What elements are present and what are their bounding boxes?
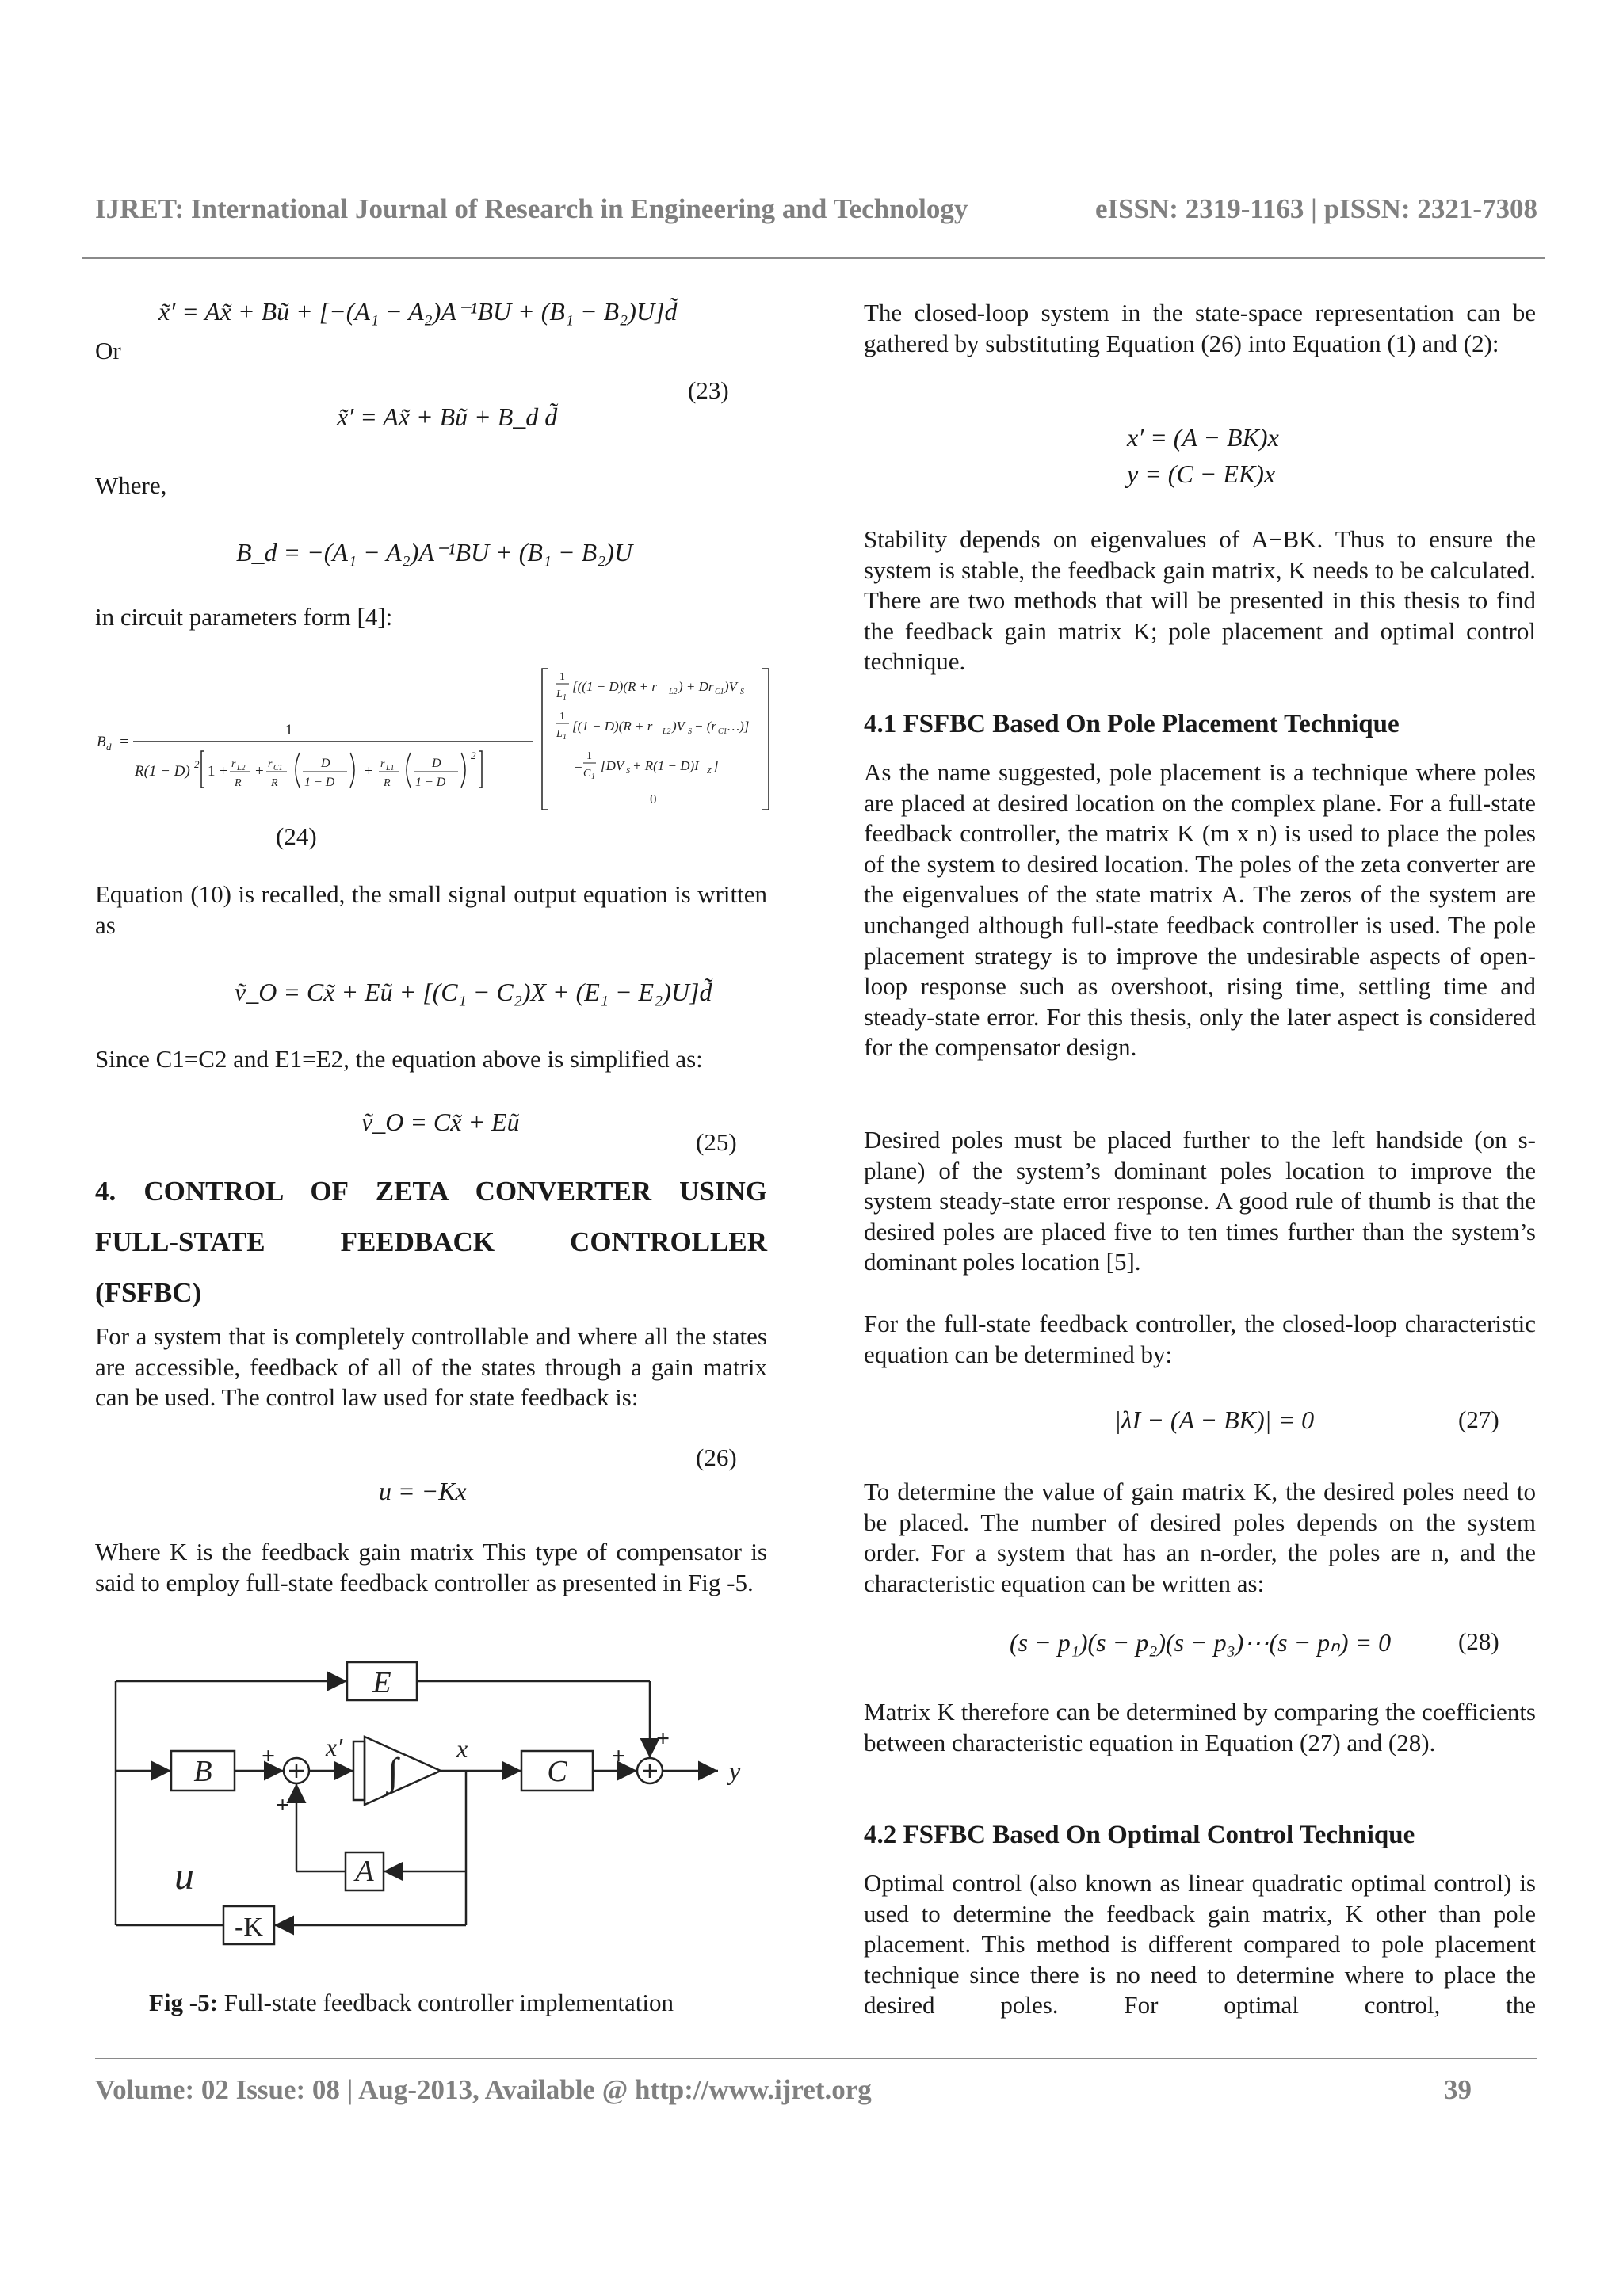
header-divider	[82, 257, 1545, 259]
footer-text: Volume: 02 Issue: 08 | Aug-2013, Available @ http://www.ijret.org	[95, 2074, 872, 2105]
characteristic-paragraph: For the full-state feedback controller, the closed-loop characteristic equation can be determined by:	[864, 1310, 1536, 1368]
svg-text:L2: L2	[669, 688, 678, 696]
svg-text:R: R	[384, 777, 391, 789]
svg-text:[(1 − D)(R + r: [(1 − D)(R + r	[572, 719, 653, 734]
svg-text:C1: C1	[718, 727, 727, 736]
controllable-paragraph: For a system that is completely controllable and where all the states are accessible, feedback of all of the states through a gain matrix can be used. The control law used for state feedback is:	[95, 1322, 767, 1412]
svg-text:…)]: …)]	[727, 719, 750, 734]
svg-text:+: +	[255, 763, 264, 780]
svg-text:Z: Z	[707, 767, 712, 776]
svg-text:+: +	[612, 1743, 626, 1769]
stability-paragraph: Stability depends on eigenvalues of A−BK. Thus to ensure the system is stable, the feedback gain matrix, K needs to be calculated. There are two methods that will be presented in this thesis to find the feedback gain matrix K; pole placement and optimal control technique.	[864, 525, 1536, 676]
equation-23: x̃′ = Ax̃ + Bũ + B_d d̃	[337, 402, 558, 431]
svg-text:]: ]	[713, 758, 719, 773]
equation-25: ṽ_O = Cx̃ + Eũ	[361, 1108, 520, 1136]
svg-text:C: C	[583, 768, 591, 780]
svg-text:S: S	[626, 767, 630, 776]
svg-text:+: +	[365, 763, 373, 780]
equation-number-24: (24)	[276, 822, 317, 850]
svg-text:L2: L2	[237, 764, 246, 772]
svg-text:−: −	[574, 760, 583, 775]
equation-27: |λI − (A − BK)| = 0	[1114, 1405, 1315, 1434]
gain-matrix-paragraph: Where K is the feedback gain matrix This type of compensator is said to employ full-state feedback controller as presented in Fig -5.	[95, 1538, 767, 1596]
or-label: Or	[95, 337, 121, 364]
svg-text:) + Dr: ) + Dr	[678, 679, 714, 694]
svg-text:L: L	[556, 728, 563, 740]
svg-text:[((1 − D)(R + r: [((1 − D)(R + r	[572, 679, 657, 694]
svg-text:r: r	[380, 758, 385, 770]
svg-text:S: S	[740, 688, 744, 696]
svg-text:+: +	[656, 1726, 670, 1752]
svg-text:r: r	[231, 758, 236, 770]
section-4-2-heading: 4.2 FSFBC Based On Optimal Control Technique	[864, 1821, 1415, 1849]
equation-number-23: (23)	[688, 376, 729, 404]
label-c: C	[547, 1755, 567, 1788]
svg-text:r: r	[268, 758, 273, 770]
section-4-1-heading: 4.1 FSFBC Based On Pole Placement Technique	[864, 710, 1400, 738]
svg-text:+ R(1 − D)I: + R(1 − D)I	[632, 758, 699, 773]
svg-text:L: L	[556, 688, 563, 700]
equation-number-26: (26)	[696, 1444, 737, 1471]
gain-k-paragraph: To determine the value of gain matrix K, the desired poles need to be placed. The number of desired poles depends on the system order. For a system that has an n-order, the poles are n, and the characteristic equation can be written as:	[864, 1478, 1536, 1597]
equation-24-matrix	[95, 659, 777, 818]
equation-output: ṽ_O = Cx̃ + Eũ + [(C₁ − C₂)X + (E₁ − E₂)U]d̃	[235, 978, 712, 1006]
label-b: B	[193, 1755, 212, 1788]
svg-text:D: D	[432, 757, 441, 770]
label-neg-k: -K	[235, 1913, 263, 1942]
equation-26: u = −Kx	[379, 1477, 467, 1505]
fsfbc-block-diagram	[108, 1648, 758, 1965]
svg-text:0: 0	[650, 791, 657, 807]
since-paragraph: Since C1=C2 and E1=E2, the equation above is simplified as:	[95, 1045, 703, 1073]
journal-title: IJRET: International Journal of Research in Engineering and Technology	[95, 193, 968, 224]
svg-text:L2: L2	[663, 727, 671, 736]
svg-text:1: 1	[559, 671, 565, 683]
label-x-prime: x′	[326, 1733, 343, 1761]
section-4-line-1: 4. CONTROL OF ZETA CONVERTER USING	[95, 1176, 767, 1207]
figure-caption-text: Full-state feedback controller implementation	[223, 1989, 674, 2016]
svg-text:1: 1	[563, 693, 567, 702]
svg-text:d: d	[106, 741, 112, 753]
label-y: y	[729, 1756, 741, 1785]
equation-closed-loop-y: y = (C − EK)x	[1127, 460, 1276, 488]
label-a: A	[355, 1855, 374, 1888]
svg-text:2: 2	[194, 758, 200, 770]
equation-state-derivative: x̃′ = Ax̃ + Bũ + [−(A₁ − A₂)A⁻¹BU + (B₁ − B₂)U]d̃	[158, 297, 678, 326]
svg-text:1 +: 1 +	[208, 763, 227, 780]
svg-text:[DV: [DV	[601, 758, 624, 773]
label-e: E	[372, 1666, 391, 1699]
issn: eISSN: 2319-1163 | pISSN: 2321-7308	[1094, 193, 1537, 224]
label-x: x	[456, 1734, 468, 1763]
svg-text:R: R	[235, 777, 242, 789]
svg-text:D: D	[321, 757, 330, 770]
integrator-block	[365, 1737, 441, 1805]
svg-text:)V: )V	[672, 719, 685, 734]
equation-number-28: (28)	[1458, 1627, 1499, 1655]
recall-paragraph: Equation (10) is recalled, the small signal output equation is written as	[95, 880, 767, 939]
closed-loop-paragraph: The closed-loop system in the state-space representation can be gathered by substituting Equation (26) into Equation (1) and (2):	[864, 299, 1536, 357]
svg-text:B: B	[97, 734, 106, 750]
svg-text:1: 1	[586, 750, 592, 762]
optimal-control-paragraph: Optimal control (also known as linear quadratic optimal control) is used to determine the feedback gain matrix, K other than pole placement. This method is different compared to pole placement technique since there is no need to determine where to place the desired poles. For optimal control, the	[864, 1869, 1536, 2019]
svg-text:)V: )V	[724, 679, 738, 694]
section-4-line-3: (FSFBC)	[95, 1277, 202, 1308]
section-4-line-2: FULL-STATE FEEDBACK CONTROLLER	[95, 1226, 767, 1257]
svg-text:− (r: − (r	[694, 719, 716, 734]
where-label: Where,	[95, 471, 167, 499]
matrix-k-paragraph: Matrix K therefore can be determined by comparing the coefficients between characteristic equation in Equation (27) and (28).	[864, 1698, 1536, 1756]
running-header	[95, 193, 1537, 225]
circuit-form-text: in circuit parameters form [4]:	[95, 603, 393, 631]
label-u: u	[174, 1853, 194, 1897]
equation-number-25: (25)	[696, 1128, 737, 1156]
svg-text:+: +	[276, 1792, 290, 1818]
integrator-symbol: ∫	[388, 1751, 399, 1793]
svg-text:2: 2	[471, 749, 476, 761]
desired-poles-paragraph: Desired poles must be placed further to the left handside (on s-plane) of the system’s dominant poles location to improve the system steady-state error response. A good rule of thumb is that the desired poles are placed five to ten times further than the system’s dominant poles location [5].	[864, 1126, 1536, 1276]
svg-text:1 − D: 1 − D	[304, 776, 335, 789]
svg-text:L1: L1	[386, 764, 395, 772]
svg-text:=: =	[119, 734, 129, 750]
pole-placement-paragraph: As the name suggested, pole placement is a technique where poles are placed at desired location on the complex plane. For a full-state feedback controller, the matrix K (m x n) is used to place the poles of the system to desired location. The poles of the zeta converter are the eigenvalues of the state matrix A. The zeros of the system are unchanged although full-state feedback controller is used. The pole placement strategy is to improve the undesirable aspects of open-loop response such as overshoot, rising time, settling time and steady-state error. For this thesis, only the later aspect is considered for the compensator design.	[864, 758, 1536, 1062]
svg-text:1: 1	[559, 711, 565, 723]
svg-text:C1: C1	[273, 764, 283, 772]
equation-bd: B_d = −(A₁ − A₂)A⁻¹BU + (B₁ − B₂)U	[236, 538, 633, 566]
svg-text:R(1 − D): R(1 − D)	[135, 763, 190, 780]
svg-text:C1: C1	[715, 688, 724, 696]
svg-text:1: 1	[591, 772, 595, 781]
equation-number-27: (27)	[1458, 1405, 1499, 1433]
footer-divider	[95, 2058, 1537, 2059]
page-number: 39	[1444, 2074, 1472, 2105]
svg-text:R: R	[271, 777, 278, 789]
figure-caption	[149, 1989, 674, 2017]
svg-text:+: +	[262, 1743, 276, 1769]
svg-text:1: 1	[563, 733, 567, 742]
svg-text:1 − D: 1 − D	[415, 776, 446, 789]
svg-text:1: 1	[285, 722, 293, 738]
svg-text:S: S	[688, 727, 692, 736]
section-4-heading	[95, 1166, 767, 1318]
equation-closed-loop-x: x′ = (A − BK)x	[1127, 423, 1279, 452]
figure-label: Fig -5:	[149, 1989, 218, 2016]
equation-28: (s − p₁)(s − p₂)(s − p₃)⋯(s − pₙ) = 0	[1010, 1628, 1392, 1657]
